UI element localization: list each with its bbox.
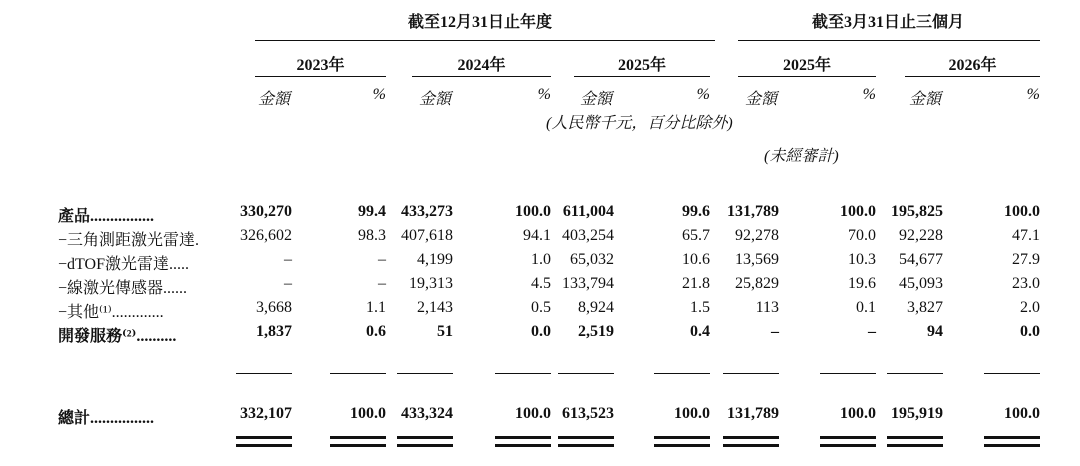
year-header-rule-2	[574, 76, 710, 77]
amount-cell: 3,827	[907, 299, 943, 316]
total-double-rule	[558, 436, 614, 439]
percent-cell: 1.1	[366, 299, 386, 316]
amount-subheader: 金額	[257, 91, 290, 108]
row-label: −其他⁽¹⁾.............	[58, 304, 164, 321]
amount-cell: 92,228	[899, 227, 943, 244]
percent-cell: 10.6	[682, 251, 710, 268]
amount-cell: 113	[755, 299, 779, 316]
group-header-full-year: 截至12月31日止年度	[408, 14, 553, 31]
percent-cell: 23.0	[1012, 275, 1040, 292]
total-double-rule	[887, 436, 943, 439]
percent-cell: 99.4	[358, 203, 386, 220]
amount-cell: –	[284, 275, 292, 292]
percent-cell: 94.1	[523, 227, 551, 244]
year-header-rule-0	[255, 76, 386, 77]
total-row-label: 總計................	[58, 410, 155, 427]
subtotal-rule	[236, 373, 292, 374]
percent-cell: 10.3	[848, 251, 876, 268]
percent-cell: –	[378, 251, 386, 268]
total-double-rule	[495, 444, 551, 447]
total-double-rule	[330, 436, 386, 439]
total-double-rule	[397, 444, 453, 447]
amount-cell: 45,093	[899, 275, 943, 292]
amount-cell: 13,569	[735, 251, 779, 268]
percent-cell: 4.5	[531, 275, 551, 292]
percent-cell: 1.0	[531, 251, 551, 268]
amount-cell: 94	[927, 323, 943, 340]
amount-cell: 433,324	[401, 405, 453, 422]
group-header-three-months-rule	[738, 40, 1040, 41]
amount-cell: 332,107	[240, 405, 292, 422]
amount-subheader: 金額	[418, 91, 451, 108]
total-double-rule	[820, 444, 876, 447]
percent-cell: 70.0	[848, 227, 876, 244]
total-double-rule	[984, 444, 1040, 447]
amount-cell: 92,278	[735, 227, 779, 244]
total-double-rule	[723, 436, 779, 439]
year-header-rule-4	[905, 76, 1040, 77]
amount-cell: 65,032	[570, 251, 614, 268]
percent-subheader: %	[696, 86, 710, 103]
amount-cell: 326,602	[240, 227, 292, 244]
percent-cell: 47.1	[1012, 227, 1040, 244]
total-double-rule	[558, 444, 614, 447]
row-label: 開發服務⁽²⁾..........	[58, 328, 177, 345]
amount-cell: 1,837	[256, 323, 292, 340]
amount-cell: 19,313	[409, 275, 453, 292]
percent-cell: 0.0	[1020, 323, 1040, 340]
subtotal-rule	[723, 373, 779, 374]
total-double-rule	[723, 444, 779, 447]
total-double-rule	[330, 444, 386, 447]
percent-cell: 0.6	[366, 323, 386, 340]
amount-cell: –	[284, 251, 292, 268]
amount-cell: 54,677	[899, 251, 943, 268]
percent-cell: 0.0	[531, 323, 551, 340]
amount-cell: 611,004	[562, 203, 614, 220]
year-header-0: 2023年	[296, 57, 345, 74]
total-double-rule	[495, 436, 551, 439]
unaudited-note: (未經審計)	[764, 148, 839, 165]
amount-cell: 2,519	[578, 323, 614, 340]
year-header-1: 2024年	[457, 57, 506, 74]
total-double-rule	[984, 436, 1040, 439]
subtotal-rule	[654, 373, 710, 374]
subtotal-rule	[397, 373, 453, 374]
subtotal-rule	[984, 373, 1040, 374]
percent-cell: 27.9	[1012, 251, 1040, 268]
percent-cell: 19.6	[848, 275, 876, 292]
amount-cell: 8,924	[578, 299, 614, 316]
amount-cell: 131,789	[727, 405, 779, 422]
percent-cell: 21.8	[682, 275, 710, 292]
amount-cell: 195,825	[891, 203, 943, 220]
total-double-rule	[654, 436, 710, 439]
percent-cell: 100.0	[840, 203, 876, 220]
amount-subheader: 金額	[579, 91, 612, 108]
amount-cell: 433,273	[401, 203, 453, 220]
row-label: −線激光傳感器......	[58, 280, 188, 297]
subtotal-rule	[330, 373, 386, 374]
total-double-rule	[397, 436, 453, 439]
amount-cell: 131,789	[727, 203, 779, 220]
subtotal-rule	[558, 373, 614, 374]
amount-cell: 3,668	[256, 299, 292, 316]
amount-cell: 195,919	[891, 405, 943, 422]
group-header-three-months: 截至3月31日止三個月	[812, 14, 965, 31]
percent-cell: 100.0	[840, 405, 876, 422]
subtotal-rule	[820, 373, 876, 374]
percent-cell: 100.0	[1004, 203, 1040, 220]
percent-cell: 100.0	[515, 405, 551, 422]
percent-cell: 0.1	[856, 299, 876, 316]
amount-cell: 51	[437, 323, 453, 340]
percent-cell: –	[868, 323, 876, 340]
percent-cell: 0.5	[531, 299, 551, 316]
percent-subheader: %	[862, 86, 876, 103]
percent-cell: 100.0	[350, 405, 386, 422]
group-header-full-year-rule	[255, 40, 715, 41]
percent-subheader: %	[1026, 86, 1040, 103]
percent-cell: 100.0	[515, 203, 551, 220]
amount-cell: 4,199	[417, 251, 453, 268]
row-label: 產品................	[58, 208, 155, 225]
amount-cell: 407,618	[401, 227, 453, 244]
year-header-rule-1	[412, 76, 551, 77]
percent-cell: 100.0	[674, 405, 710, 422]
subtotal-rule	[495, 373, 551, 374]
percent-cell: 2.0	[1020, 299, 1040, 316]
percent-cell: 98.3	[358, 227, 386, 244]
percent-subheader: %	[537, 86, 551, 103]
subtotal-rule	[887, 373, 943, 374]
amount-cell: 330,270	[240, 203, 292, 220]
amount-cell: –	[771, 323, 779, 340]
total-double-rule	[654, 444, 710, 447]
year-header-rule-3	[738, 76, 876, 77]
row-label: −三角測距激光雷達.	[58, 232, 200, 249]
percent-cell: 99.6	[682, 203, 710, 220]
percent-cell: –	[378, 275, 386, 292]
percent-cell: 100.0	[1004, 405, 1040, 422]
unit-note: (人民幣千元，百分比除外)	[546, 115, 733, 132]
amount-cell: 2,143	[417, 299, 453, 316]
percent-cell: 1.5	[690, 299, 710, 316]
amount-cell: 403,254	[562, 227, 614, 244]
total-double-rule	[887, 444, 943, 447]
row-label: −dTOF激光雷達.....	[58, 256, 189, 273]
percent-cell: 0.4	[690, 323, 710, 340]
amount-cell: 133,794	[562, 275, 614, 292]
year-header-3: 2025年	[782, 57, 831, 74]
year-header-4: 2026年	[948, 57, 997, 74]
total-double-rule	[820, 436, 876, 439]
percent-subheader: %	[372, 86, 386, 103]
year-header-2: 2025年	[617, 57, 666, 74]
amount-subheader: 金額	[908, 91, 941, 108]
percent-cell: 65.7	[682, 227, 710, 244]
amount-cell: 613,523	[562, 405, 614, 422]
amount-subheader: 金額	[744, 91, 777, 108]
total-double-rule	[236, 444, 292, 447]
amount-cell: 25,829	[735, 275, 779, 292]
total-double-rule	[236, 436, 292, 439]
